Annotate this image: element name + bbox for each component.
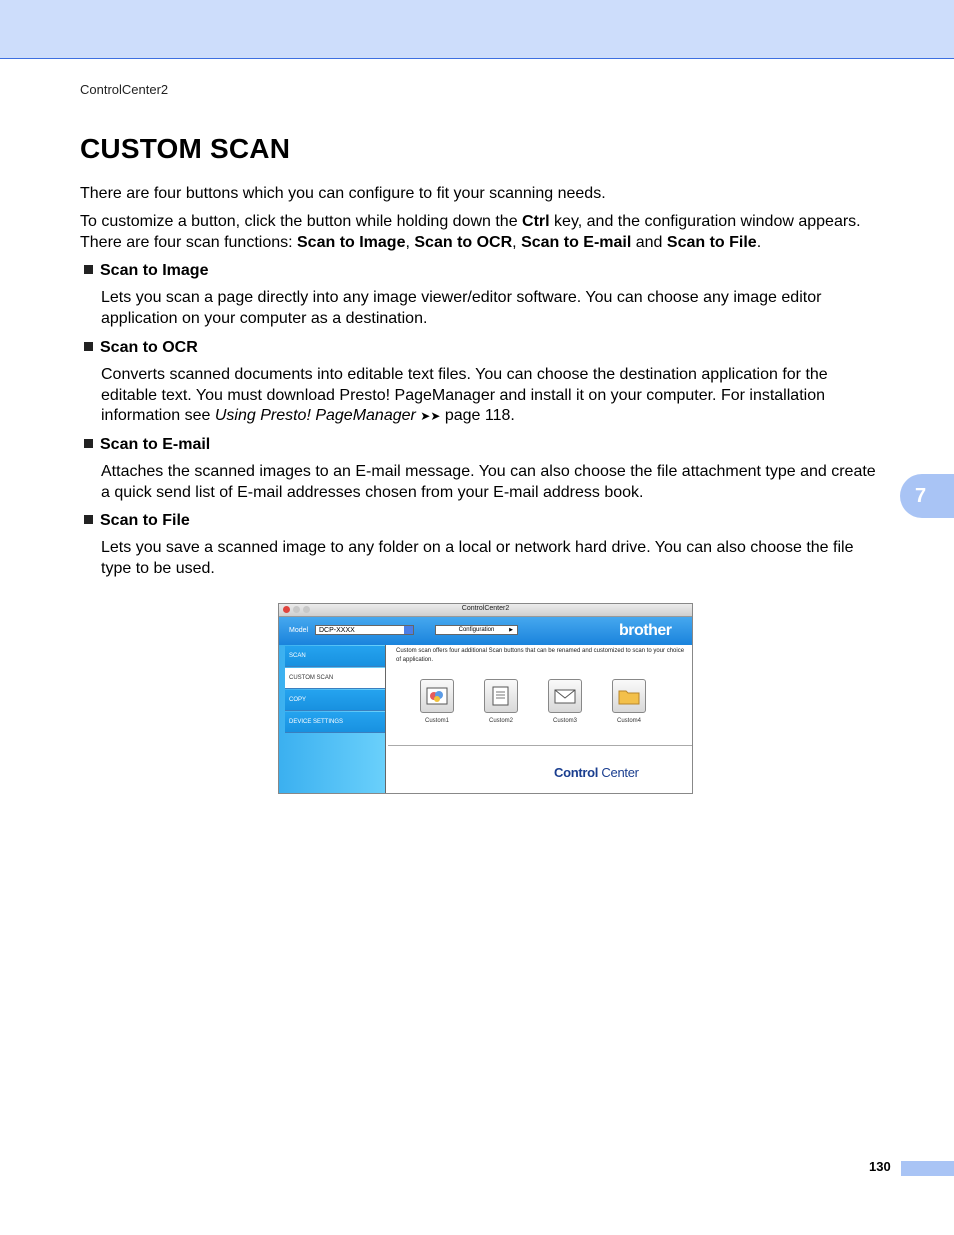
custom-scan-description: Custom scan offers four additional Scan buttons that can be renamed and customized to scan to your choice of application. bbox=[396, 648, 685, 663]
controlcenter-logo: Control Center bbox=[554, 765, 639, 780]
scan-to-email-text: Attaches the scanned images to an E-mail message. You can also choose the file attachment type and create a quick send list of E-mail addresses chosen from your E-mail address book. bbox=[101, 463, 876, 501]
custom2-button[interactable] bbox=[484, 679, 518, 713]
envelope-icon bbox=[553, 686, 577, 706]
custom3-label: Custom3 bbox=[552, 718, 577, 724]
folder-icon bbox=[617, 686, 641, 706]
scan-to-ocr-text: Converts scanned documents into editable text files. You can choose the destination application for the editable text. You must download Presto! PageManager and install it on your computer. For installation information see Using Presto! PageManager ➤➤ page 118. bbox=[101, 366, 828, 424]
triangle-right-icon: ▶ bbox=[509, 627, 513, 633]
select-arrow-icon bbox=[404, 626, 413, 634]
sidebar bbox=[279, 645, 386, 793]
page-title: CUSTOM SCAN bbox=[80, 133, 291, 164]
bullet-scan-to-email: Scan to E-mail bbox=[84, 435, 210, 455]
intro-paragraph-1: There are four buttons which you can configure to fit your scanning needs. bbox=[80, 185, 606, 202]
top-band bbox=[0, 0, 954, 59]
chapter-tab: 7 bbox=[900, 474, 954, 518]
bullet-scan-to-image: Scan to Image bbox=[84, 261, 208, 281]
page-number: 130 bbox=[869, 1159, 891, 1174]
intro-paragraph-2: To customize a button, click the button while holding down the Ctrl key, and the configuration window appears. There are four scan functions: Scan to Image, Scan to OCR, Scan to E-mail and Scan to File. bbox=[80, 213, 861, 251]
scan-to-image-text: Lets you scan a page directly into any image viewer/editor software. You can choose any image editor application on your computer as a destination. bbox=[101, 289, 822, 327]
nav-scan[interactable]: SCAN bbox=[285, 646, 385, 667]
custom3-button[interactable] bbox=[548, 679, 582, 713]
custom2-label: Custom2 bbox=[488, 718, 513, 724]
page-number-bar bbox=[901, 1161, 954, 1176]
model-bar bbox=[279, 617, 692, 645]
model-label: Model bbox=[289, 627, 309, 634]
custom1-label: Custom1 bbox=[424, 718, 449, 724]
custom4-button[interactable] bbox=[612, 679, 646, 713]
custom1-button[interactable] bbox=[420, 679, 454, 713]
content-panel bbox=[386, 645, 692, 793]
running-head: ControlCenter2 bbox=[80, 82, 169, 97]
configuration-button[interactable]: Configuration ▶ bbox=[435, 625, 518, 635]
custom4-label: Custom4 bbox=[616, 718, 641, 724]
window-titlebar bbox=[279, 604, 692, 617]
model-select[interactable]: DCP-XXXX bbox=[315, 625, 414, 635]
window-title: ControlCenter2 bbox=[461, 605, 510, 612]
content-divider bbox=[388, 745, 692, 746]
presto-link[interactable]: Using Presto! PageManager bbox=[214, 407, 416, 424]
brother-logo: brother bbox=[619, 622, 672, 639]
nav-copy[interactable]: COPY bbox=[285, 690, 385, 711]
image-icon bbox=[425, 686, 449, 706]
bullet-scan-to-ocr: Scan to OCR bbox=[84, 338, 198, 358]
bullet-scan-to-file: Scan to File bbox=[84, 511, 190, 531]
scan-to-file-text: Lets you save a scanned image to any folder on a local or network hard drive. You can also choose the file type to be used. bbox=[101, 539, 854, 577]
controlcenter-screenshot bbox=[278, 603, 693, 794]
nav-device-settings[interactable]: DEVICE SETTINGS bbox=[285, 712, 385, 733]
document-icon bbox=[489, 685, 513, 707]
nav-custom-scan[interactable]: CUSTOM SCAN bbox=[285, 668, 385, 689]
arrows-icon: ➤➤ bbox=[420, 409, 441, 423]
